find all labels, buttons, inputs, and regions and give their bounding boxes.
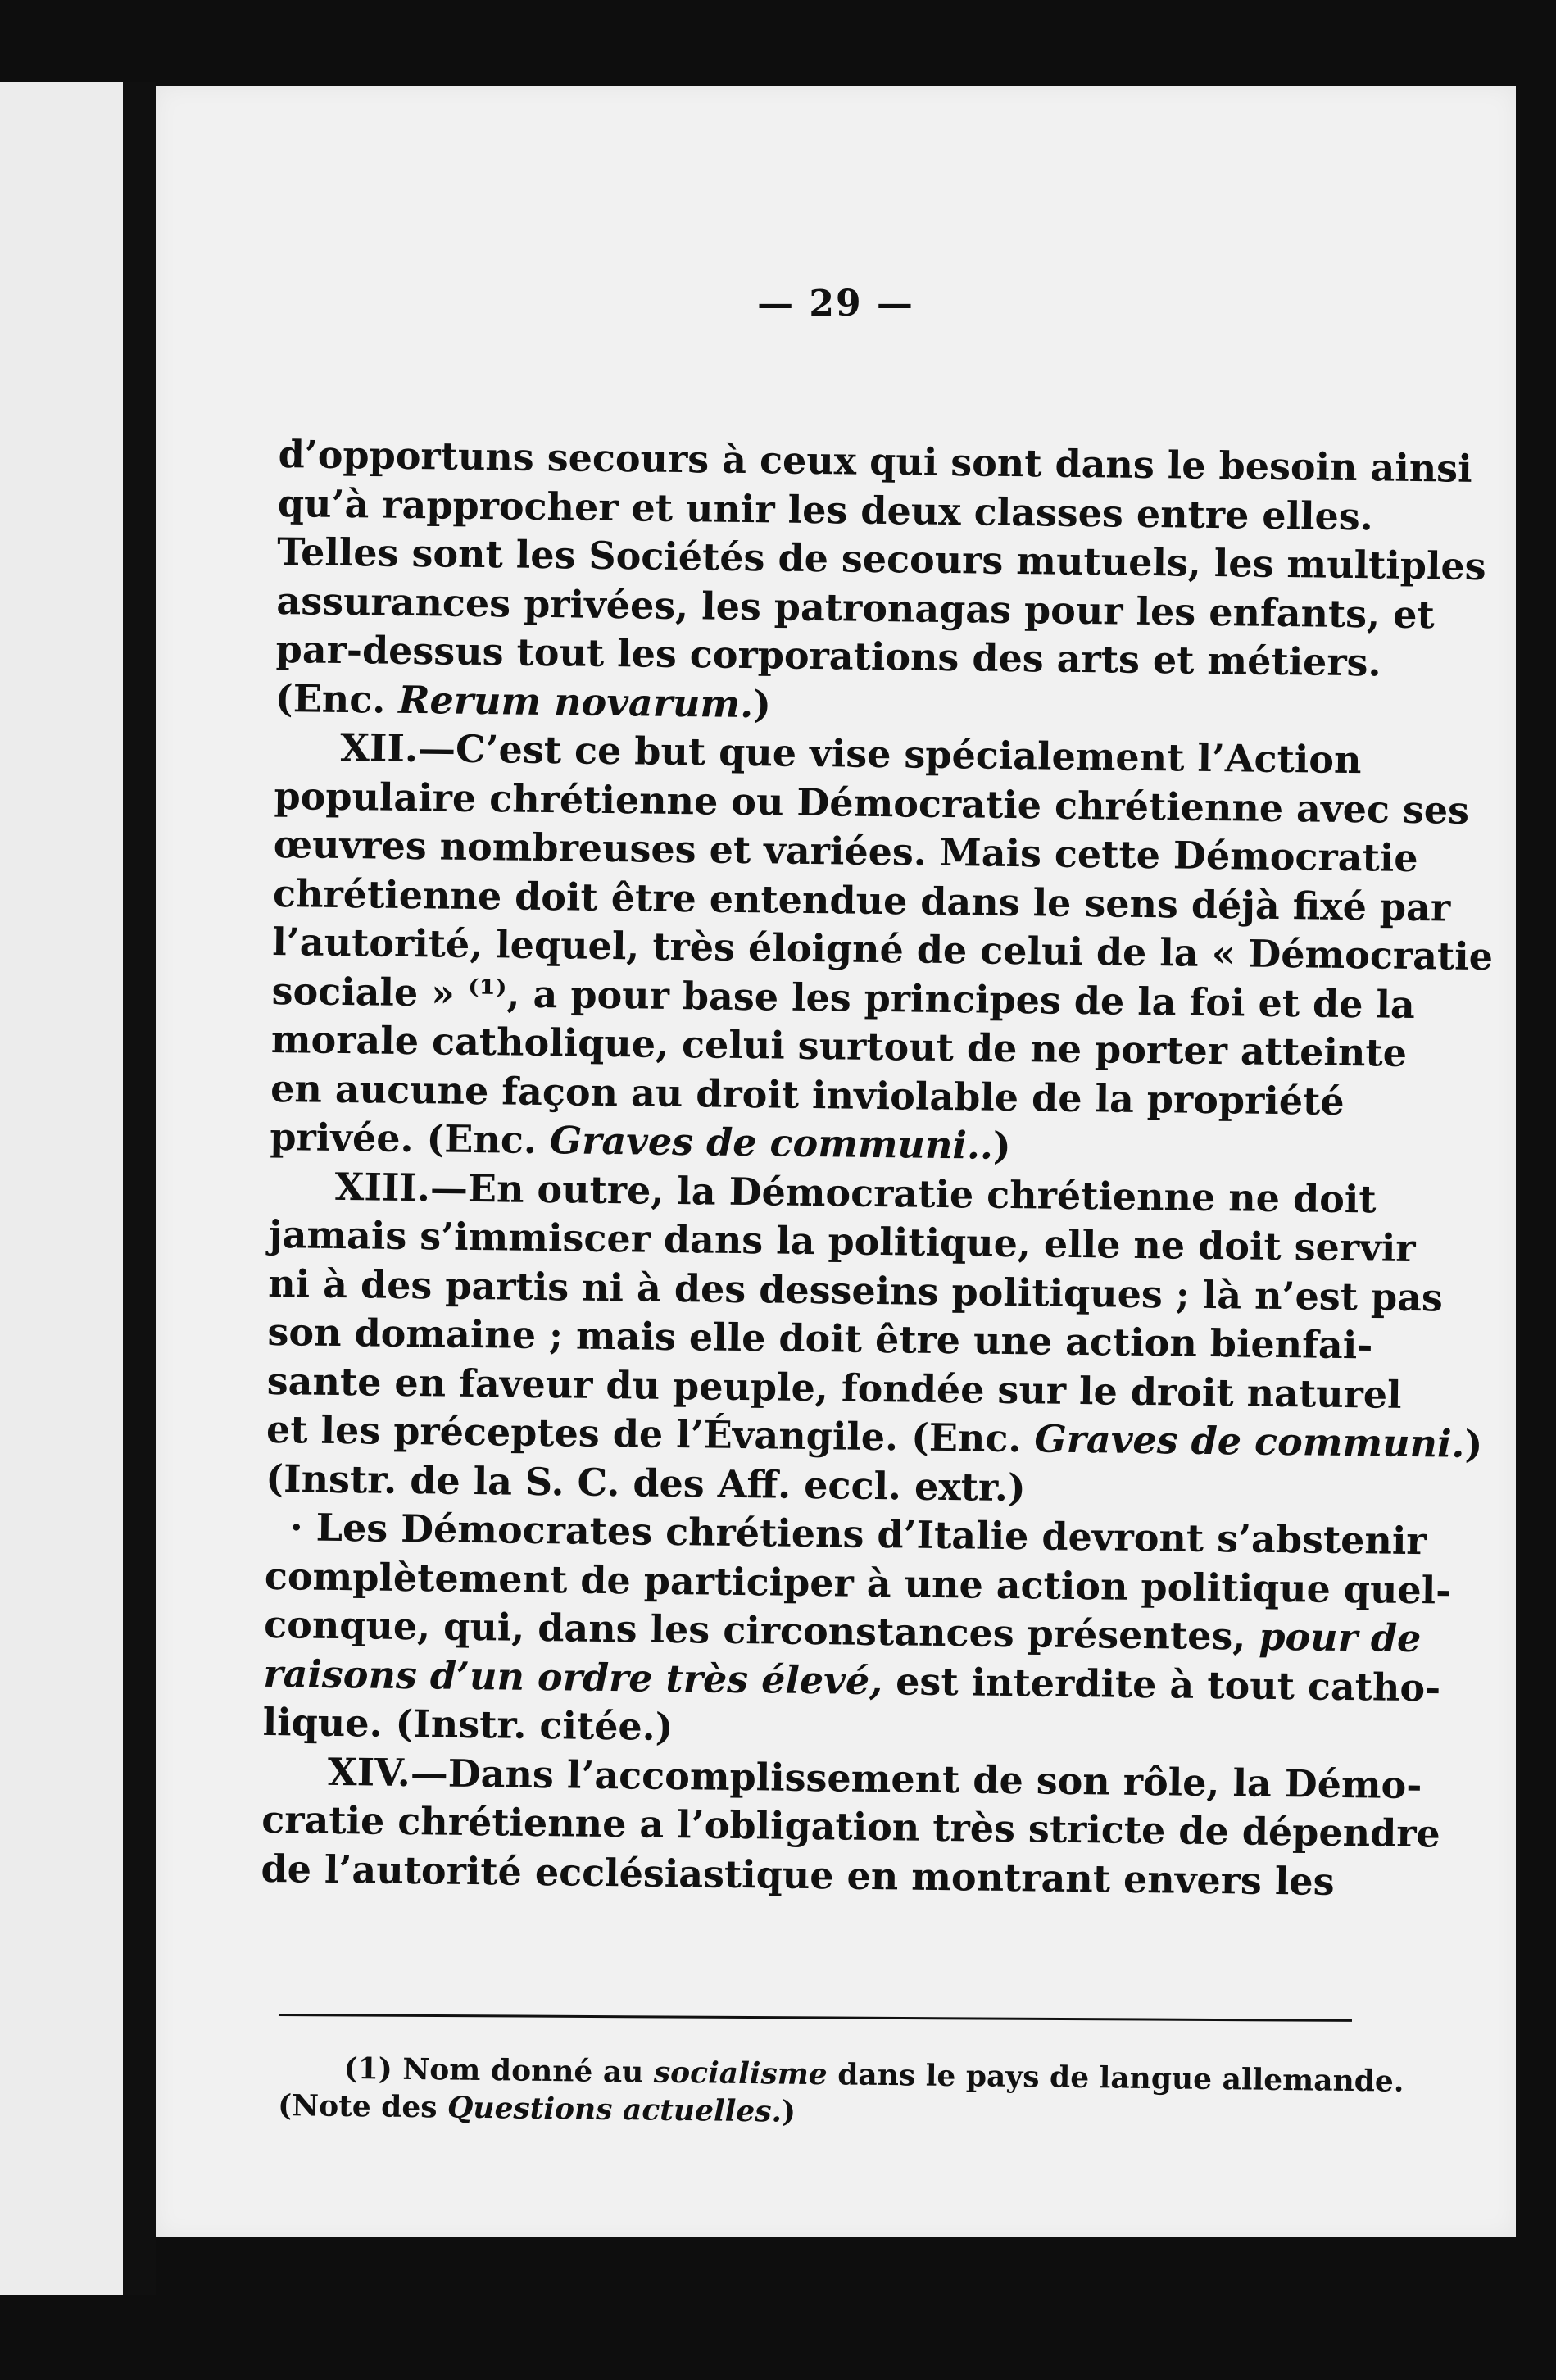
- book-page: [156, 86, 1516, 2237]
- italic-phrase: socialisme: [653, 2055, 828, 2092]
- text-span: privée. (Enc.: [270, 1114, 538, 1162]
- text-span: (Note des: [277, 2087, 438, 2125]
- text-span: (Enc.: [274, 675, 386, 722]
- body-text: [261, 430, 1494, 1906]
- page-number: — 29 —: [757, 283, 914, 325]
- text-line: lique. (Instr. citée.): [262, 1699, 674, 1749]
- italic-citation: Graves de communi..: [549, 1118, 994, 1168]
- text-line: ni à des partis ni à des desseins politiques ; là n’est pas: [267, 1260, 1444, 1319]
- text-line: d’opportuns secours à ceux qui sont dans le besoin ainsi: [278, 431, 1472, 491]
- text-line: de l’autorité ecclésiastique en montrant envers les: [261, 1846, 1335, 1904]
- text-span: ): [752, 681, 772, 726]
- text-span: conque, qui, dans les circonstances présentes,: [263, 1601, 1246, 1659]
- text-line: Telles sont les Sociétés de secours mutuels, les multiples: [276, 529, 1486, 589]
- text-line: jamais s’immiscer dans la politique, elle ne doit servir: [268, 1211, 1416, 1271]
- text-line: complètement de participer à une action politique quel-: [264, 1553, 1452, 1613]
- text-span: Nom donné au: [402, 2051, 644, 2090]
- text-span: dans le pays de langue allemande.: [837, 2057, 1404, 2099]
- italic-phrase: Questions actuelles.: [447, 2090, 783, 2129]
- paragraph-xii-start: XII.—C’est ce but que vise spécialement l’Action: [339, 724, 1362, 783]
- text-line: populaire chrétienne ou Démocratie chrétienne avec ses: [274, 773, 1470, 833]
- text-line: par-dessus tout les corporations des arts et métiers.: [275, 626, 1381, 685]
- text-span: ): [992, 1123, 1012, 1168]
- book-binding-shadow: [123, 82, 156, 2295]
- text-span: ): [781, 2094, 796, 2129]
- footnote-marker: (1): [343, 2051, 393, 2087]
- text-line: sociale » ⁽¹⁾, a pour base les principes de la foi et de la: [271, 968, 1416, 1027]
- italic-phrase: pour de: [1259, 1614, 1422, 1661]
- footnote: [277, 2049, 1404, 2137]
- italic-phrase: raisons d’un ordre très élevé,: [263, 1651, 883, 1703]
- text-line: (Instr. de la S. C. des Aff. eccl. extr.): [265, 1456, 1027, 1510]
- text-line: qu’à rapprocher et unir les deux classes entre elles.: [277, 480, 1374, 538]
- italic-citation: Graves de communi.: [1034, 1416, 1465, 1466]
- text-span: ): [1464, 1421, 1483, 1467]
- paragraph-democrates-start: · Les Démocrates chrétiens d’Italie devront s’abstenir: [289, 1505, 1427, 1564]
- text-line: sante en faveur du peuple, fondée sur le droit naturel: [266, 1358, 1402, 1417]
- italic-citation: Rerum novarum.: [397, 677, 754, 726]
- adjacent-page-edge: [0, 82, 138, 2295]
- paragraph-xiii-start: XIII.—En outre, la Démocratie chrétienne ne doit: [334, 1164, 1377, 1221]
- text-line: cratie chrétienne a l’obligation très stricte de dépendre: [261, 1796, 1441, 1856]
- text-line: chrétienne doit être entendue dans le sens déjà fixé par: [272, 870, 1451, 930]
- footnote-rule: [279, 2014, 1352, 2022]
- text-line: morale catholique, celui surtout de ne porter atteinte: [270, 1016, 1408, 1075]
- text-line: œuvres nombreuses et variées. Mais cette Démocratie: [273, 821, 1418, 881]
- text-line: l’autorité, lequel, très éloigné de celui de la « Démocratie: [272, 919, 1494, 979]
- text-span: est interdite à tout catho-: [895, 1658, 1441, 1710]
- text-span: et les préceptes de l’Évangile. (Enc.: [265, 1406, 1022, 1461]
- text-line: en aucune façon au droit inviolable de la propriété: [270, 1065, 1345, 1124]
- text-line: assurances privées, les patronagas pour les enfants, et: [276, 578, 1436, 637]
- paragraph-xiv-start: XIV.—Dans l’accomplissement de son rôle, la Démo-: [327, 1749, 1422, 1807]
- text-line: son domaine ; mais elle doit être une action bienfai-: [267, 1309, 1373, 1368]
